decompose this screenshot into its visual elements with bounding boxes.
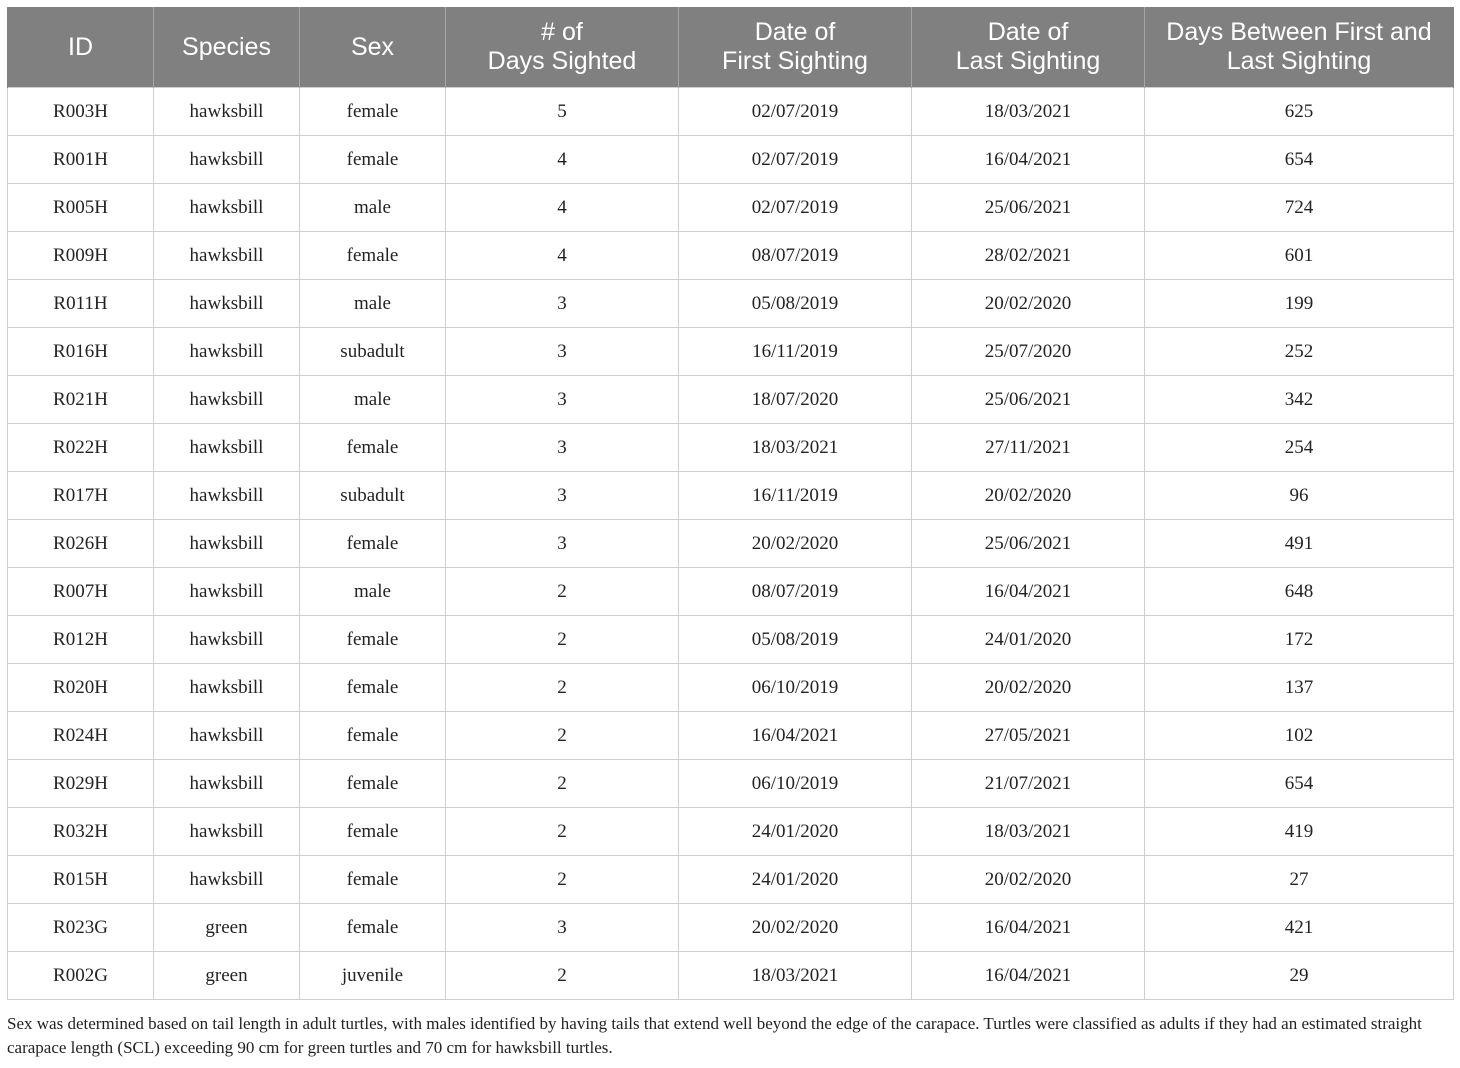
cell-days-between: 654 bbox=[1145, 760, 1454, 808]
cell-sex: male bbox=[300, 184, 446, 232]
cell-species: hawksbill bbox=[154, 712, 300, 760]
cell-sex: female bbox=[300, 808, 446, 856]
cell-sex: female bbox=[300, 232, 446, 280]
cell-species: hawksbill bbox=[154, 664, 300, 712]
cell-first-sighting: 18/03/2021 bbox=[679, 424, 912, 472]
cell-last-sighting: 24/01/2020 bbox=[912, 616, 1145, 664]
cell-days-between: 137 bbox=[1145, 664, 1454, 712]
cell-species: hawksbill bbox=[154, 616, 300, 664]
cell-days-sighted: 3 bbox=[446, 904, 679, 952]
cell-sex: female bbox=[300, 712, 446, 760]
cell-days-sighted: 4 bbox=[446, 184, 679, 232]
cell-days-between: 27 bbox=[1145, 856, 1454, 904]
table-row bbox=[8, 616, 1454, 664]
table-row bbox=[8, 856, 1454, 904]
cell-id: R032H bbox=[8, 808, 154, 856]
cell-first-sighting: 16/11/2019 bbox=[679, 472, 912, 520]
sightings-table-container bbox=[7, 7, 1453, 1000]
cell-last-sighting: 25/06/2021 bbox=[912, 376, 1145, 424]
cell-id: R001H bbox=[8, 136, 154, 184]
cell-sex: female bbox=[300, 424, 446, 472]
cell-days-sighted: 3 bbox=[446, 472, 679, 520]
cell-days-between: 172 bbox=[1145, 616, 1454, 664]
cell-days-between: 102 bbox=[1145, 712, 1454, 760]
table-row bbox=[8, 232, 1454, 280]
cell-id: R020H bbox=[8, 664, 154, 712]
cell-first-sighting: 02/07/2019 bbox=[679, 136, 912, 184]
table-row bbox=[8, 376, 1454, 424]
cell-last-sighting: 16/04/2021 bbox=[912, 136, 1145, 184]
cell-first-sighting: 06/10/2019 bbox=[679, 664, 912, 712]
cell-species: hawksbill bbox=[154, 280, 300, 328]
table-row bbox=[8, 136, 1454, 184]
cell-species: hawksbill bbox=[154, 568, 300, 616]
cell-last-sighting: 27/11/2021 bbox=[912, 424, 1145, 472]
cell-first-sighting: 18/07/2020 bbox=[679, 376, 912, 424]
cell-last-sighting: 16/04/2021 bbox=[912, 904, 1145, 952]
cell-id: R023G bbox=[8, 904, 154, 952]
cell-species: hawksbill bbox=[154, 760, 300, 808]
cell-species: hawksbill bbox=[154, 520, 300, 568]
column-header-days-sighted: # of Days Sighted bbox=[446, 7, 679, 88]
cell-last-sighting: 25/07/2020 bbox=[912, 328, 1145, 376]
cell-id: R007H bbox=[8, 568, 154, 616]
table-row bbox=[8, 904, 1454, 952]
cell-days-between: 724 bbox=[1145, 184, 1454, 232]
cell-first-sighting: 20/02/2020 bbox=[679, 520, 912, 568]
cell-last-sighting: 25/06/2021 bbox=[912, 184, 1145, 232]
cell-days-between: 96 bbox=[1145, 472, 1454, 520]
cell-days-between: 342 bbox=[1145, 376, 1454, 424]
cell-last-sighting: 16/04/2021 bbox=[912, 952, 1145, 1000]
table-footnote: Sex was determined based on tail length in adult turtles, with males identified by having tails that extend well beyond the edge of the carapace. Turtles were classified as adults if they had an estimated straight carapace length (SCL) exceeding 90 cm for green turtles and 70 cm for hawksbill turtles. bbox=[7, 1014, 1422, 1057]
table-row bbox=[8, 280, 1454, 328]
table-body bbox=[8, 88, 1454, 1000]
cell-days-sighted: 3 bbox=[446, 520, 679, 568]
cell-days-between: 252 bbox=[1145, 328, 1454, 376]
column-header-days-between: Days Between First and Last Sighting bbox=[1145, 7, 1454, 88]
cell-days-sighted: 2 bbox=[446, 760, 679, 808]
cell-first-sighting: 18/03/2021 bbox=[679, 952, 912, 1000]
table-row bbox=[8, 184, 1454, 232]
cell-days-sighted: 3 bbox=[446, 424, 679, 472]
cell-species: green bbox=[154, 952, 300, 1000]
cell-first-sighting: 05/08/2019 bbox=[679, 280, 912, 328]
sightings-table bbox=[7, 7, 1454, 1000]
cell-id: R012H bbox=[8, 616, 154, 664]
cell-sex: female bbox=[300, 856, 446, 904]
cell-species: hawksbill bbox=[154, 424, 300, 472]
cell-id: R015H bbox=[8, 856, 154, 904]
table-row bbox=[8, 664, 1454, 712]
table-header bbox=[8, 7, 1454, 88]
cell-sex: female bbox=[300, 664, 446, 712]
cell-days-sighted: 2 bbox=[446, 712, 679, 760]
cell-last-sighting: 20/02/2020 bbox=[912, 856, 1145, 904]
table-row bbox=[8, 808, 1454, 856]
cell-days-sighted: 3 bbox=[446, 280, 679, 328]
cell-days-between: 491 bbox=[1145, 520, 1454, 568]
cell-id: R017H bbox=[8, 472, 154, 520]
column-header-last-sighting: Date of Last Sighting bbox=[912, 7, 1145, 88]
cell-days-between: 419 bbox=[1145, 808, 1454, 856]
table-row bbox=[8, 88, 1454, 136]
cell-sex: male bbox=[300, 568, 446, 616]
cell-days-between: 421 bbox=[1145, 904, 1454, 952]
cell-species: hawksbill bbox=[154, 376, 300, 424]
cell-days-sighted: 2 bbox=[446, 616, 679, 664]
cell-id: R011H bbox=[8, 280, 154, 328]
table-row bbox=[8, 520, 1454, 568]
column-header-first-sighting: Date of First Sighting bbox=[679, 7, 912, 88]
column-header-sex: Sex bbox=[300, 7, 446, 88]
cell-days-between: 601 bbox=[1145, 232, 1454, 280]
cell-species: hawksbill bbox=[154, 472, 300, 520]
column-header-species: Species bbox=[154, 7, 300, 88]
table-row bbox=[8, 760, 1454, 808]
cell-days-sighted: 4 bbox=[446, 232, 679, 280]
header-row bbox=[8, 7, 1454, 88]
table-row bbox=[8, 472, 1454, 520]
cell-days-sighted: 2 bbox=[446, 952, 679, 1000]
cell-species: hawksbill bbox=[154, 808, 300, 856]
table-row bbox=[8, 568, 1454, 616]
cell-days-sighted: 3 bbox=[446, 328, 679, 376]
cell-sex: female bbox=[300, 904, 446, 952]
cell-id: R022H bbox=[8, 424, 154, 472]
cell-sex: female bbox=[300, 88, 446, 136]
cell-days-sighted: 4 bbox=[446, 136, 679, 184]
cell-last-sighting: 21/07/2021 bbox=[912, 760, 1145, 808]
cell-first-sighting: 20/02/2020 bbox=[679, 904, 912, 952]
cell-id: R026H bbox=[8, 520, 154, 568]
cell-days-between: 654 bbox=[1145, 136, 1454, 184]
cell-id: R021H bbox=[8, 376, 154, 424]
cell-species: hawksbill bbox=[154, 136, 300, 184]
cell-first-sighting: 08/07/2019 bbox=[679, 232, 912, 280]
cell-last-sighting: 27/05/2021 bbox=[912, 712, 1145, 760]
cell-first-sighting: 08/07/2019 bbox=[679, 568, 912, 616]
cell-days-sighted: 2 bbox=[446, 568, 679, 616]
cell-first-sighting: 16/04/2021 bbox=[679, 712, 912, 760]
cell-first-sighting: 02/07/2019 bbox=[679, 184, 912, 232]
cell-last-sighting: 20/02/2020 bbox=[912, 280, 1145, 328]
cell-sex: female bbox=[300, 760, 446, 808]
cell-first-sighting: 24/01/2020 bbox=[679, 856, 912, 904]
cell-days-between: 254 bbox=[1145, 424, 1454, 472]
cell-id: R009H bbox=[8, 232, 154, 280]
cell-id: R002G bbox=[8, 952, 154, 1000]
cell-last-sighting: 20/02/2020 bbox=[912, 664, 1145, 712]
cell-sex: male bbox=[300, 376, 446, 424]
cell-sex: subadult bbox=[300, 328, 446, 376]
cell-species: hawksbill bbox=[154, 328, 300, 376]
cell-species: hawksbill bbox=[154, 232, 300, 280]
cell-last-sighting: 18/03/2021 bbox=[912, 88, 1145, 136]
cell-days-sighted: 2 bbox=[446, 664, 679, 712]
cell-days-sighted: 3 bbox=[446, 376, 679, 424]
cell-last-sighting: 28/02/2021 bbox=[912, 232, 1145, 280]
cell-last-sighting: 18/03/2021 bbox=[912, 808, 1145, 856]
cell-first-sighting: 06/10/2019 bbox=[679, 760, 912, 808]
cell-first-sighting: 24/01/2020 bbox=[679, 808, 912, 856]
cell-days-between: 625 bbox=[1145, 88, 1454, 136]
table-row bbox=[8, 424, 1454, 472]
cell-id: R016H bbox=[8, 328, 154, 376]
cell-species: hawksbill bbox=[154, 184, 300, 232]
cell-first-sighting: 05/08/2019 bbox=[679, 616, 912, 664]
cell-first-sighting: 02/07/2019 bbox=[679, 88, 912, 136]
cell-sex: female bbox=[300, 616, 446, 664]
cell-id: R029H bbox=[8, 760, 154, 808]
cell-sex: male bbox=[300, 280, 446, 328]
cell-days-between: 648 bbox=[1145, 568, 1454, 616]
cell-id: R024H bbox=[8, 712, 154, 760]
cell-first-sighting: 16/11/2019 bbox=[679, 328, 912, 376]
cell-sex: subadult bbox=[300, 472, 446, 520]
column-header-id: ID bbox=[8, 7, 154, 88]
cell-id: R003H bbox=[8, 88, 154, 136]
cell-days-between: 29 bbox=[1145, 952, 1454, 1000]
table-row bbox=[8, 328, 1454, 376]
cell-species: hawksbill bbox=[154, 856, 300, 904]
cell-last-sighting: 16/04/2021 bbox=[912, 568, 1145, 616]
cell-last-sighting: 25/06/2021 bbox=[912, 520, 1145, 568]
cell-last-sighting: 20/02/2020 bbox=[912, 472, 1145, 520]
cell-sex: juvenile bbox=[300, 952, 446, 1000]
table-row bbox=[8, 952, 1454, 1000]
cell-sex: female bbox=[300, 520, 446, 568]
cell-days-sighted: 2 bbox=[446, 808, 679, 856]
cell-days-between: 199 bbox=[1145, 280, 1454, 328]
cell-species: hawksbill bbox=[154, 88, 300, 136]
cell-days-sighted: 5 bbox=[446, 88, 679, 136]
cell-sex: female bbox=[300, 136, 446, 184]
table-row bbox=[8, 712, 1454, 760]
cell-species: green bbox=[154, 904, 300, 952]
cell-id: R005H bbox=[8, 184, 154, 232]
cell-days-sighted: 2 bbox=[446, 856, 679, 904]
